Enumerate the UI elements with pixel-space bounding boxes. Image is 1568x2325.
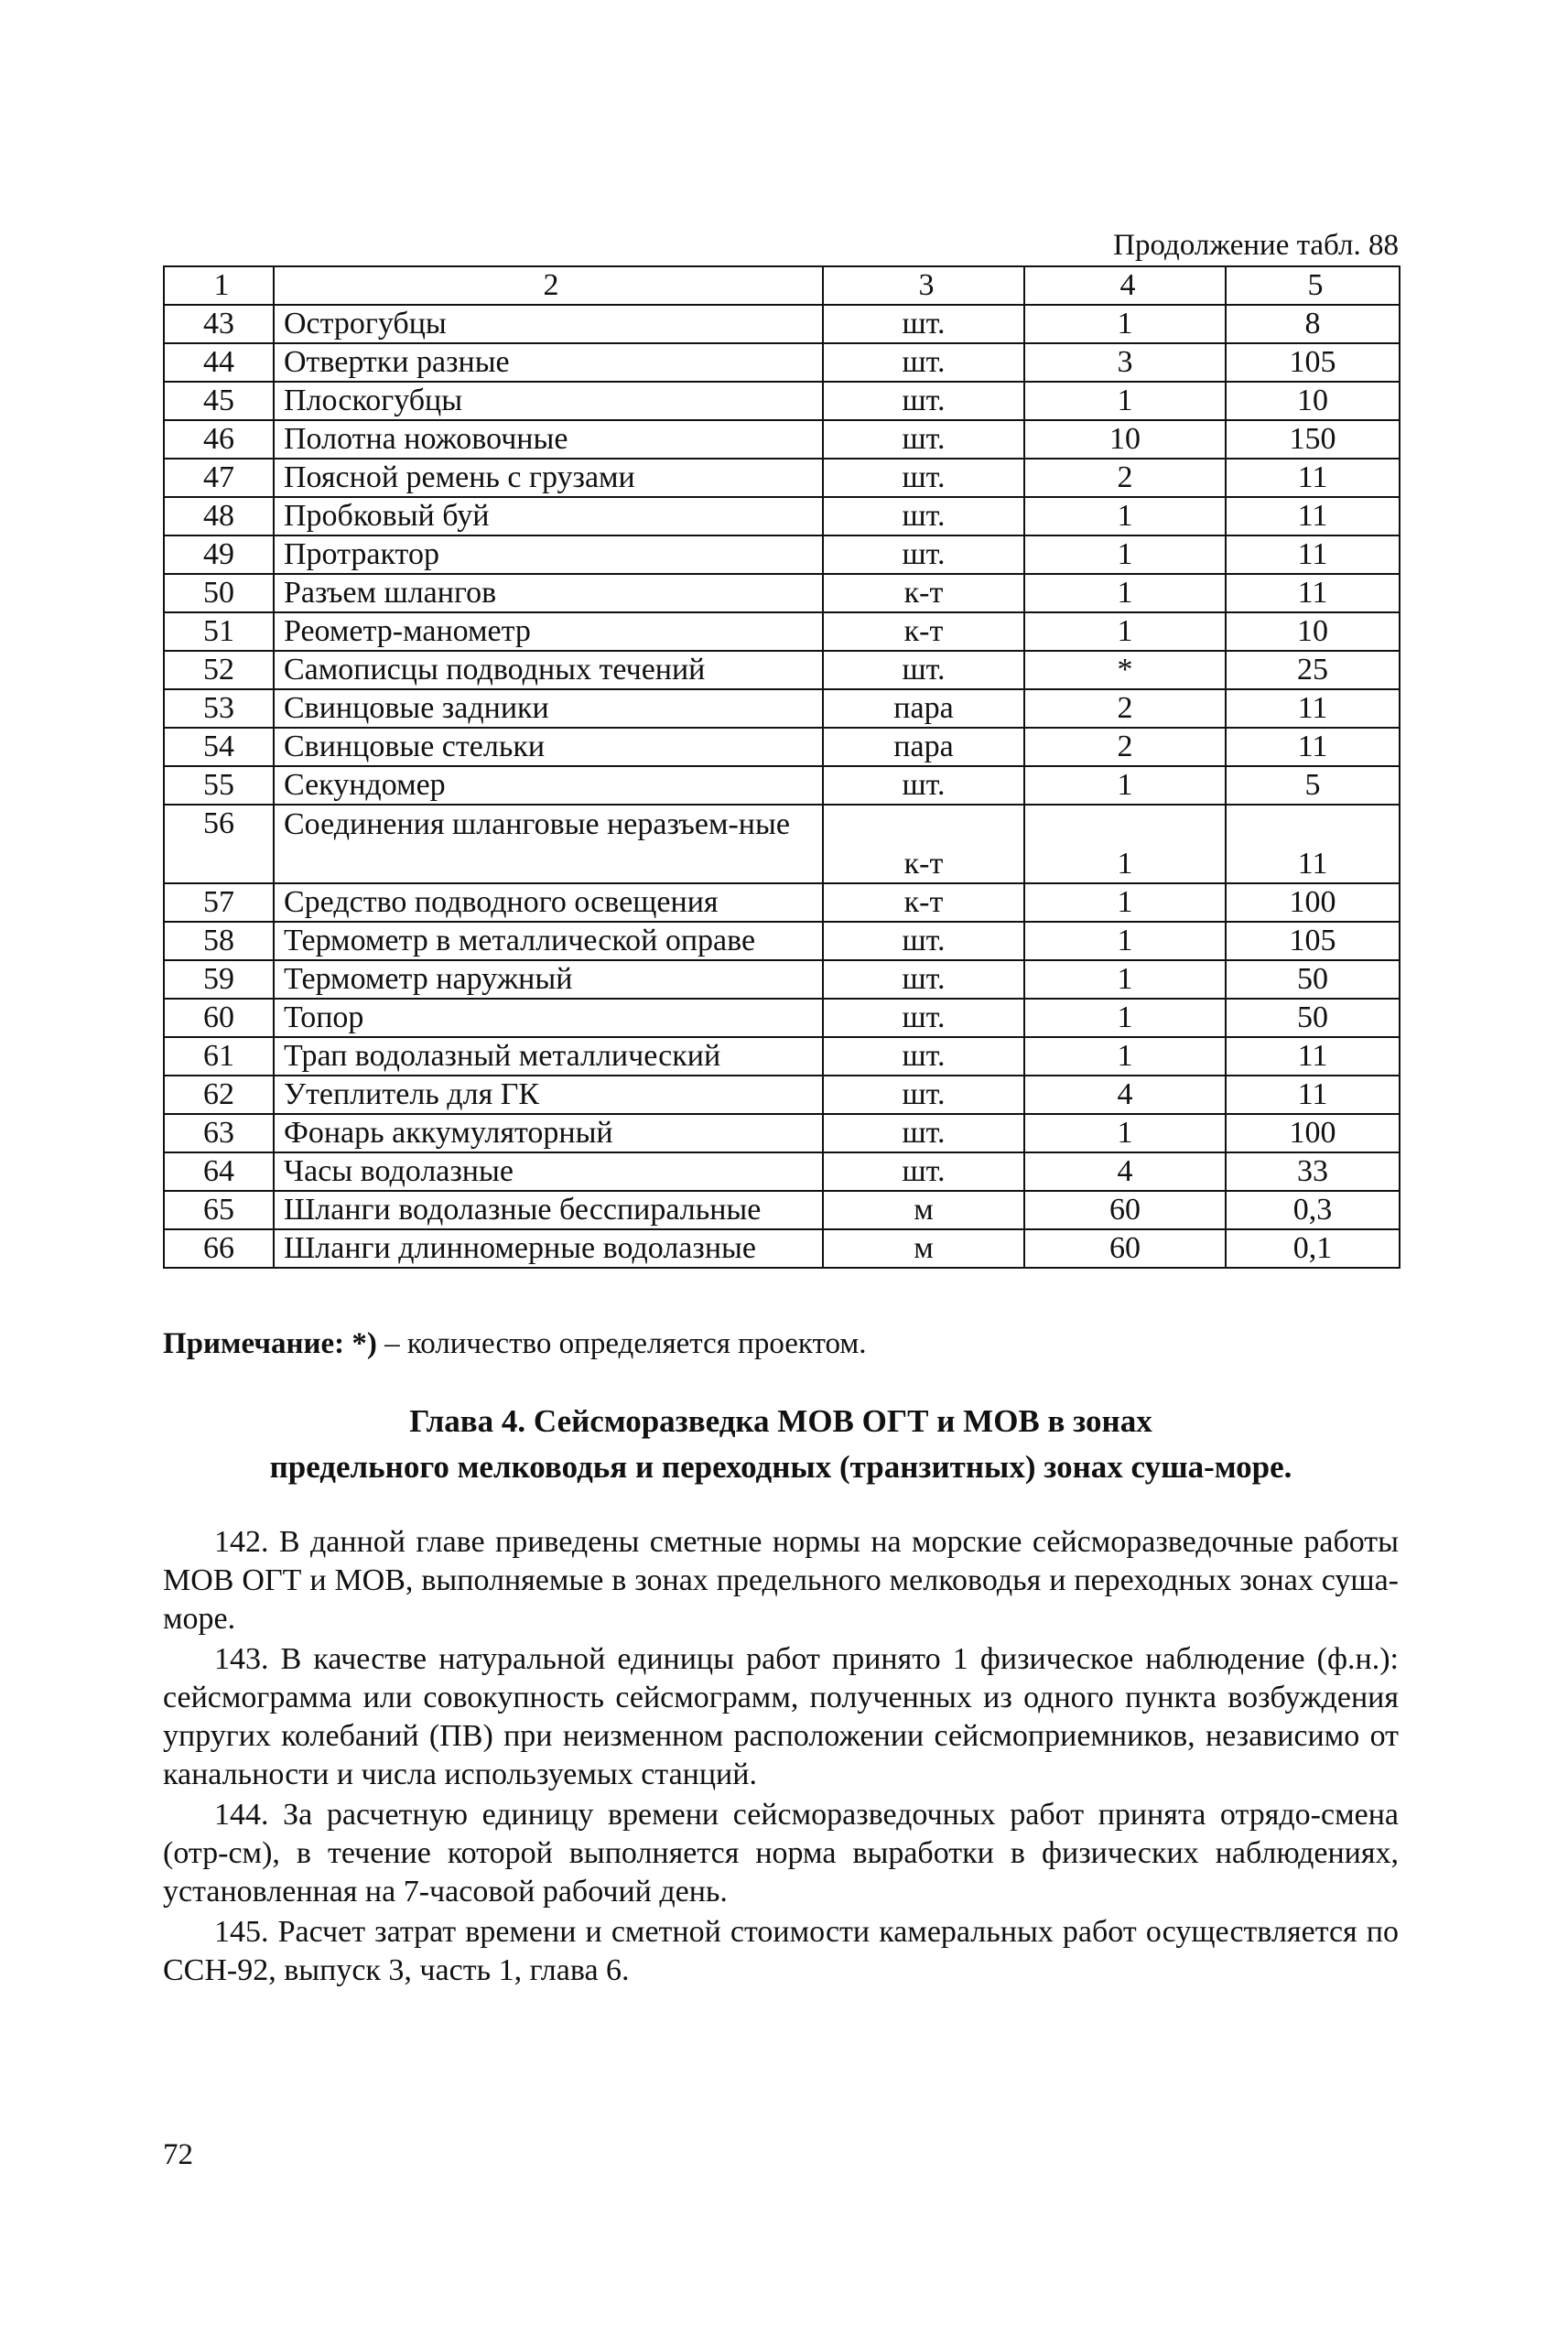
table-row [164, 1114, 1400, 1152]
cell-name: Термометр в металлической оправе [274, 922, 823, 960]
paragraph-142: 142. В данной главе приведены сметные нормы на морские сейсморазведочные работы МОВ ОГТ и МОВ, выполняемые в зонах предельного мелководья и переходных зонах суша-море. [163, 1525, 1399, 1636]
cell-qty: 1 [1024, 960, 1226, 999]
paragraph-143: 143. В качестве натуральной единицы работ принято 1 физическое наблюдение (ф.н.): сейсмограмма или совокупность сейсмограмм, полученных из одного пункта возбуждения упругих колебаний (ПВ) при неизменном расположении сейсмоприемников, независимо от канальности и числа используемых станций. [163, 1642, 1399, 1791]
cell-num: 50 [164, 574, 274, 612]
cell-name: Трап водолазный металлический [274, 1037, 823, 1076]
cell-norm: 50 [1226, 960, 1400, 999]
table-row [164, 651, 1400, 689]
cell-num: 51 [164, 612, 274, 651]
table-row [164, 343, 1400, 382]
table-note [163, 1325, 866, 1362]
cell-name: Разъем шлангов [274, 574, 823, 612]
cell-unit: шт. [823, 382, 1024, 420]
cell-qty: 1 [1024, 883, 1226, 922]
cell-norm: 100 [1226, 1114, 1400, 1152]
cell-name: Отвертки разные [274, 343, 823, 382]
cell-qty: 3 [1024, 343, 1226, 382]
cell-qty: * [1024, 651, 1226, 689]
cell-norm: 11 [1226, 728, 1400, 766]
cell-num: 47 [164, 459, 274, 497]
cell-unit: шт. [823, 1037, 1024, 1076]
cell-norm: 11 [1226, 805, 1400, 883]
cell-num: 56 [164, 805, 274, 883]
cell-name: Фонарь аккумуляторный [274, 1114, 823, 1152]
cell-name: Самописцы подводных течений [274, 651, 823, 689]
cell-name: Плоскогубцы [274, 382, 823, 420]
table-row [164, 960, 1400, 999]
cell-num: 61 [164, 1037, 274, 1076]
cell-name: Реометр-манометр [274, 612, 823, 651]
cell-num: 44 [164, 343, 274, 382]
cell-norm: 11 [1226, 1076, 1400, 1114]
note-label: Примечание: [163, 1327, 345, 1360]
paragraph-144: 144. За расчетную единицу времени сейсморазведочных работ принята отрядо-смена (отр-см), в течение которой выполняется норма выработки в физических наблюдениях, установленная на 7-часовой рабочий день. [163, 1798, 1399, 1909]
cell-unit: к-т [823, 574, 1024, 612]
table-row [164, 305, 1400, 343]
cell-unit: м [823, 1191, 1024, 1229]
table-header-row [164, 266, 1400, 305]
cell-unit: к-т [823, 883, 1024, 922]
table-row [164, 497, 1400, 535]
cell-qty: 2 [1024, 728, 1226, 766]
cell-unit: шт. [823, 305, 1024, 343]
cell-qty: 4 [1024, 1152, 1226, 1191]
cell-qty: 60 [1024, 1191, 1226, 1229]
note-marker: *) [351, 1327, 377, 1360]
cell-num: 59 [164, 960, 274, 999]
cell-qty: 1 [1024, 1037, 1226, 1076]
header-cell: 2 [274, 266, 823, 305]
cell-unit: шт. [823, 343, 1024, 382]
header-cell: 5 [1226, 266, 1400, 305]
cell-unit: шт. [823, 1114, 1024, 1152]
cell-name: Шланги водолазные бесспиральные [274, 1191, 823, 1229]
cell-unit: шт. [823, 999, 1024, 1037]
cell-norm: 11 [1226, 574, 1400, 612]
table-row [164, 805, 1400, 883]
cell-qty: 1 [1024, 1114, 1226, 1152]
cell-name: Полотна ножовочные [274, 420, 823, 459]
cell-name: Топор [274, 999, 823, 1037]
cell-unit: пара [823, 689, 1024, 728]
table-row [164, 689, 1400, 728]
cell-qty: 1 [1024, 535, 1226, 574]
cell-qty: 4 [1024, 1076, 1226, 1114]
cell-num: 60 [164, 999, 274, 1037]
cell-num: 46 [164, 420, 274, 459]
cell-name: Термометр наружный [274, 960, 823, 999]
paragraph-145: 145. Расчет затрат времени и сметной стоимости камеральных работ осуществляется по ССН-92, выпуск 3, часть 1, глава 6. [163, 1915, 1399, 1987]
cell-unit: шт. [823, 960, 1024, 999]
cell-unit: пара [823, 728, 1024, 766]
table-row [164, 999, 1400, 1037]
table-row [164, 883, 1400, 922]
cell-num: 66 [164, 1229, 274, 1268]
cell-name: Пробковый буй [274, 497, 823, 535]
cell-name: Секундомер [274, 766, 823, 805]
cell-name: Поясной ремень с грузами [274, 459, 823, 497]
cell-num: 53 [164, 689, 274, 728]
cell-norm: 11 [1226, 535, 1400, 574]
cell-name: Шланги длинномерные водолазные [274, 1229, 823, 1268]
cell-norm: 10 [1226, 382, 1400, 420]
cell-norm: 100 [1226, 883, 1400, 922]
cell-name: Свинцовые стельки [274, 728, 823, 766]
cell-name: Соединения шланговые неразъем-ные [274, 805, 823, 883]
cell-norm: 25 [1226, 651, 1400, 689]
cell-qty: 1 [1024, 612, 1226, 651]
cell-unit: шт. [823, 497, 1024, 535]
header-cell: 3 [823, 266, 1024, 305]
cell-unit: шт. [823, 420, 1024, 459]
table-row [164, 922, 1400, 960]
cell-qty: 2 [1024, 689, 1226, 728]
cell-norm: 105 [1226, 922, 1400, 960]
cell-norm: 10 [1226, 612, 1400, 651]
header-cell: 1 [164, 266, 274, 305]
cell-unit: шт. [823, 651, 1024, 689]
cell-norm: 11 [1226, 459, 1400, 497]
equipment-table [163, 265, 1400, 1269]
cell-qty: 1 [1024, 574, 1226, 612]
cell-unit: шт. [823, 766, 1024, 805]
table-row [164, 1037, 1400, 1076]
table-row [164, 574, 1400, 612]
cell-num: 57 [164, 883, 274, 922]
cell-name: Свинцовые задники [274, 689, 823, 728]
table-row [164, 1076, 1400, 1114]
table-row [164, 1152, 1400, 1191]
table-row [164, 728, 1400, 766]
cell-num: 48 [164, 497, 274, 535]
cell-num: 43 [164, 305, 274, 343]
table-row [164, 420, 1400, 459]
note-text: – количество определяется проектом. [376, 1327, 867, 1360]
cell-norm: 5 [1226, 766, 1400, 805]
cell-qty: 2 [1024, 459, 1226, 497]
cell-norm: 150 [1226, 420, 1400, 459]
cell-unit: к-т [823, 805, 1024, 883]
cell-num: 52 [164, 651, 274, 689]
cell-unit: шт. [823, 459, 1024, 497]
cell-num: 54 [164, 728, 274, 766]
cell-name: Острогубцы [274, 305, 823, 343]
cell-num: 63 [164, 1114, 274, 1152]
cell-norm: 8 [1226, 305, 1400, 343]
cell-qty: 1 [1024, 766, 1226, 805]
cell-qty: 10 [1024, 420, 1226, 459]
table-row [164, 1191, 1400, 1229]
cell-norm: 105 [1226, 343, 1400, 382]
chapter-heading-line: Глава 4. Сейсморазведка МОВ ОГТ и МОВ в зонах [409, 1403, 1152, 1439]
cell-num: 62 [164, 1076, 274, 1114]
cell-norm: 50 [1226, 999, 1400, 1037]
cell-num: 55 [164, 766, 274, 805]
table-continuation-label: Продолжение табл. 88 [1113, 229, 1399, 262]
header-cell: 4 [1024, 266, 1226, 305]
cell-unit: шт. [823, 922, 1024, 960]
cell-name: Средство подводного освещения [274, 883, 823, 922]
cell-num: 65 [164, 1191, 274, 1229]
chapter-heading-line: предельного мелководья и переходных (транзитных) зонах суша-море. [269, 1449, 1292, 1485]
table-row [164, 382, 1400, 420]
table-row [164, 766, 1400, 805]
cell-num: 58 [164, 922, 274, 960]
cell-norm: 11 [1226, 1037, 1400, 1076]
cell-unit: шт. [823, 535, 1024, 574]
cell-norm: 0,1 [1226, 1229, 1400, 1268]
cell-norm: 0,3 [1226, 1191, 1400, 1229]
cell-qty: 1 [1024, 382, 1226, 420]
page-number: 72 [163, 2138, 193, 2171]
cell-norm: 11 [1226, 497, 1400, 535]
cell-name: Протрактор [274, 535, 823, 574]
table-row [164, 612, 1400, 651]
cell-unit: шт. [823, 1076, 1024, 1114]
cell-unit: к-т [823, 612, 1024, 651]
cell-unit: шт. [823, 1152, 1024, 1191]
cell-qty: 1 [1024, 922, 1226, 960]
cell-norm: 11 [1226, 689, 1400, 728]
chapter-heading [163, 1399, 1399, 1490]
cell-name: Утеплитель для ГК [274, 1076, 823, 1114]
cell-qty: 1 [1024, 305, 1226, 343]
cell-qty: 1 [1024, 805, 1226, 883]
table-row [164, 1229, 1400, 1268]
table-row [164, 459, 1400, 497]
cell-num: 45 [164, 382, 274, 420]
table-row [164, 535, 1400, 574]
cell-qty: 1 [1024, 999, 1226, 1037]
cell-name: Часы водолазные [274, 1152, 823, 1191]
cell-num: 49 [164, 535, 274, 574]
cell-num: 64 [164, 1152, 274, 1191]
cell-norm: 33 [1226, 1152, 1400, 1191]
cell-qty: 60 [1024, 1229, 1226, 1268]
cell-qty: 1 [1024, 497, 1226, 535]
cell-unit: м [823, 1229, 1024, 1268]
